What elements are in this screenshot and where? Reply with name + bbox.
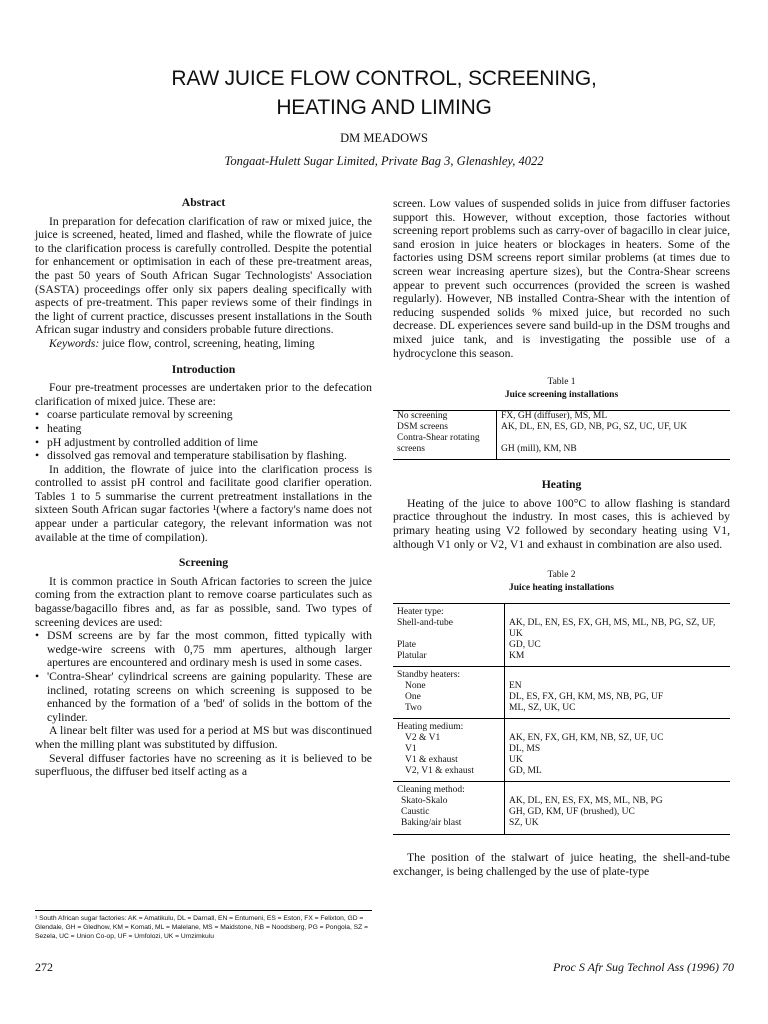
table-row — [393, 782, 730, 797]
table-row — [393, 766, 730, 782]
list-item: • 'Contra-Shear' cylindrical screens are gaining popularity. These are inclined, rotating screens on which screening is supposed to be enhanced by the formation of a 'bed' of solids in the bottom of the cylinder. — [35, 670, 372, 724]
table-cell: V2, V1 & exhaust — [393, 766, 505, 782]
table-cell: Heater type: — [393, 604, 505, 619]
table-cell: DL, MS — [509, 744, 541, 755]
screening-heading: Screening — [178, 556, 229, 570]
right-column — [393, 197, 730, 878]
table-row — [393, 651, 730, 667]
table-row — [393, 692, 730, 703]
intro-list — [35, 408, 372, 462]
intro-paragraph-2: In addition, the flowrate of juice into the clarification process is controlled to assist pH control and facilitate good clarifier operation. Tables 1 to 5 summarise the current pretreatment installations in the sixteen South African sugar factories ¹(where a factory's name does not appear under a particular category, the relevant information was not available at the time of compilation). — [35, 462, 372, 544]
journal-citation: Proc S Afr Sug Technol Ass (1996) 70 — [552, 960, 734, 974]
table-row — [393, 703, 730, 719]
intro-paragraph-1: Four pre-treatment processes are undertaken prior to the defecation clarification of mixed juice. These are: — [35, 381, 372, 408]
affiliation: Tongaat-Hulett Sugar Limited, Private Bag 3, Glenashley, 4022 — [224, 154, 544, 168]
table-cell: No screening — [393, 411, 497, 423]
table-cell: None — [393, 681, 505, 692]
table-row — [393, 667, 730, 682]
table-cell: GH, GD, KM, UF (brushed), UC — [509, 807, 635, 818]
table-row — [393, 818, 730, 835]
table-cell: AK, EN, FX, GH, KM, NB, SZ, UF, UC — [509, 733, 664, 744]
keywords — [35, 337, 372, 351]
table-cell: GD, UC — [509, 640, 541, 651]
table-cell: GH (mill), KM, NB — [501, 444, 577, 455]
table-cell: Shell-and-tube — [393, 618, 505, 640]
table-row — [393, 604, 730, 619]
right-paragraph-1: screen. Low values of suspended solids in juice from diffuser factories support this. However, without exception, those factories without screening report problems such as carry-over of bagacillo in clear juice, sand erosion in juice heaters or blockages in heaters. Some of the factories using DSM screens report similar problems (at times due to screen wear increasing aperture sizes), but the Contra-Shear screens appear to prevent such occurrences (provided the screen is washed regularly). However, NB installed Contra-Shear with the intention of reducing suspended solids % mixed juice, but recorded no such decrease. DL experiences severe sand build-up in the DSM troughs and mixed juice tank, and is investigating the possible use of a hydrocyclone this season. — [393, 197, 730, 360]
table1 — [393, 410, 730, 460]
list-item: • pH adjustment by controlled addition of lime — [35, 436, 372, 450]
table-cell: Skato-Skalo — [393, 796, 505, 807]
table-cell: DSM screens — [393, 422, 497, 433]
table-row — [393, 681, 730, 692]
table-cell: Plate — [393, 640, 505, 651]
table-cell: Cleaning method: — [393, 782, 505, 797]
introduction-heading: Introduction — [171, 362, 236, 376]
table-row — [393, 411, 730, 423]
table-cell: AK, DL, EN, ES, FX, GH, MS, ML, NB, PG, SZ, UF, UK — [509, 618, 716, 640]
table-cell: DL, ES, FX, GH, KM, MS, NB, PG, UF — [509, 692, 664, 703]
screening-list — [35, 629, 372, 724]
table-row — [393, 719, 730, 734]
keywords-label: Keywords: — [49, 336, 100, 350]
table-cell: Caustic — [393, 807, 505, 818]
title-line-2: HEATING AND LIMING — [276, 96, 492, 119]
screening-paragraph-1: It is common practice in South African factories to screen the juice coming from the extraction plant to remove coarse particulates such as bagasse/bagacillo fibres and, as far as possible, sand. Two types of screening devices are used: — [35, 574, 372, 629]
table-row — [393, 755, 730, 766]
title-line-1: RAW JUICE FLOW CONTROL, SCREENING, — [171, 67, 597, 90]
table-row — [393, 640, 730, 651]
table-cell: ML, SZ, UK, UC — [509, 703, 576, 714]
screening-paragraph-3: Several diffuser factories have no screening as it is believed to be superfluous, the diffuser bed itself acting as a — [35, 751, 372, 779]
heating-paragraph-1: Heating of the juice to above 100°C to allow flashing is standard practice throughout the industry. In most cases, this is achieved by primary heating using V2 followed by secondary heating using V1, although V1 only or V2, V1 and exhaust in combination are also used. — [393, 496, 730, 551]
table-row — [393, 744, 730, 755]
table-cell: FX, GH (diffuser), MS, ML — [501, 411, 608, 422]
table-cell: UK — [509, 755, 523, 766]
table-cell: EN — [509, 681, 522, 692]
table-cell: SZ, UK — [509, 818, 539, 829]
screening-paragraph-2: A linear belt filter was used for a period at MS but was discontinued when the milling plant was substituted by diffusion. — [35, 724, 372, 751]
table-cell: V1 & exhaust — [393, 755, 505, 766]
list-item: • dissolved gas removal and temperature stabilisation by flashing. — [35, 449, 372, 463]
paper-title — [0, 64, 768, 122]
table-cell: Standby heaters: — [393, 667, 505, 682]
table2-caption: Table 2 — [547, 570, 576, 581]
table-row — [393, 433, 730, 460]
table-row — [393, 733, 730, 744]
table-cell: V2 & V1 — [393, 733, 505, 744]
table-cell: Heating medium: — [393, 719, 505, 734]
table-cell: V1 — [393, 744, 505, 755]
table-cell: KM — [509, 651, 525, 662]
table-row — [393, 618, 730, 640]
page-number: 272 — [35, 960, 53, 974]
table-cell: AK, DL, EN, ES, FX, MS, ML, NB, PG — [509, 796, 663, 807]
abstract-heading: Abstract — [181, 196, 226, 209]
keywords-text: juice flow, control, screening, heating, liming — [99, 336, 315, 350]
table-row — [393, 807, 730, 818]
author: DM MEADOWS — [340, 131, 428, 145]
table-cell: Contra-Shear rotating screens — [393, 433, 497, 460]
table-cell: AK, DL, EN, ES, GD, NB, PG, SZ, UC, UF, UK — [501, 422, 688, 433]
table-cell: Platular — [393, 651, 505, 667]
list-item: • heating — [35, 422, 372, 436]
table-cell: One — [393, 692, 505, 703]
table-cell: Two — [393, 703, 505, 719]
right-paragraph-final: The position of the stalwart of juice heating, the shell-and-tube exchanger, is being challenged by the use of plate-type — [393, 851, 730, 878]
table2-title: Juice heating installations — [508, 583, 615, 594]
table1-caption: Table 1 — [547, 377, 576, 388]
table1-title: Juice screening installations — [504, 390, 619, 401]
footnote: ¹ South African sugar factories: AK = Amatikulu, DL = Darnall, EN = Entumeni, ES = Eston, FX = Felixton, GD = Glendale, GH = Gledhow, KM = Komati, ML = Malelane, MS = Maidstone, NB = Noodsberg, PG = Pongola, SZ = Sezela, UC = Union Co-op, UF = Umfolozi, UK = Umzimkulu — [35, 910, 372, 941]
list-item: • DSM screens are by far the most common, fitted typically with wedge-wire screens with 0,75 mm apertures, although larger apertures are encountered and ordinary mesh is used in some cases. — [35, 629, 372, 670]
table-cell: GD, ML — [509, 766, 542, 777]
left-column — [35, 196, 372, 779]
table-cell: Baking/air blast — [393, 818, 505, 835]
table-row — [393, 796, 730, 807]
abstract-body: In preparation for defecation clarification of raw or mixed juice, the juice is screened, heated, limed and flashed, while the flowrate of juice to the clarification process is carefully controlled. Despite the potential for enhancement or optimisation in each of these pre-treatment areas, the past 50 years of South African Sugar Technologists' Association (SASTA) proceedings offer only six papers dealing specifically with aspects of pre-treatment. This paper reviews some of their findings in the light of current practice, discusses present installations in the South African sugar industry and considers probable future directions. — [35, 214, 372, 337]
heating-heading: Heating — [541, 478, 582, 492]
list-item: • coarse particulate removal by screening — [35, 408, 372, 422]
table2 — [393, 603, 730, 835]
table-row — [393, 422, 730, 433]
